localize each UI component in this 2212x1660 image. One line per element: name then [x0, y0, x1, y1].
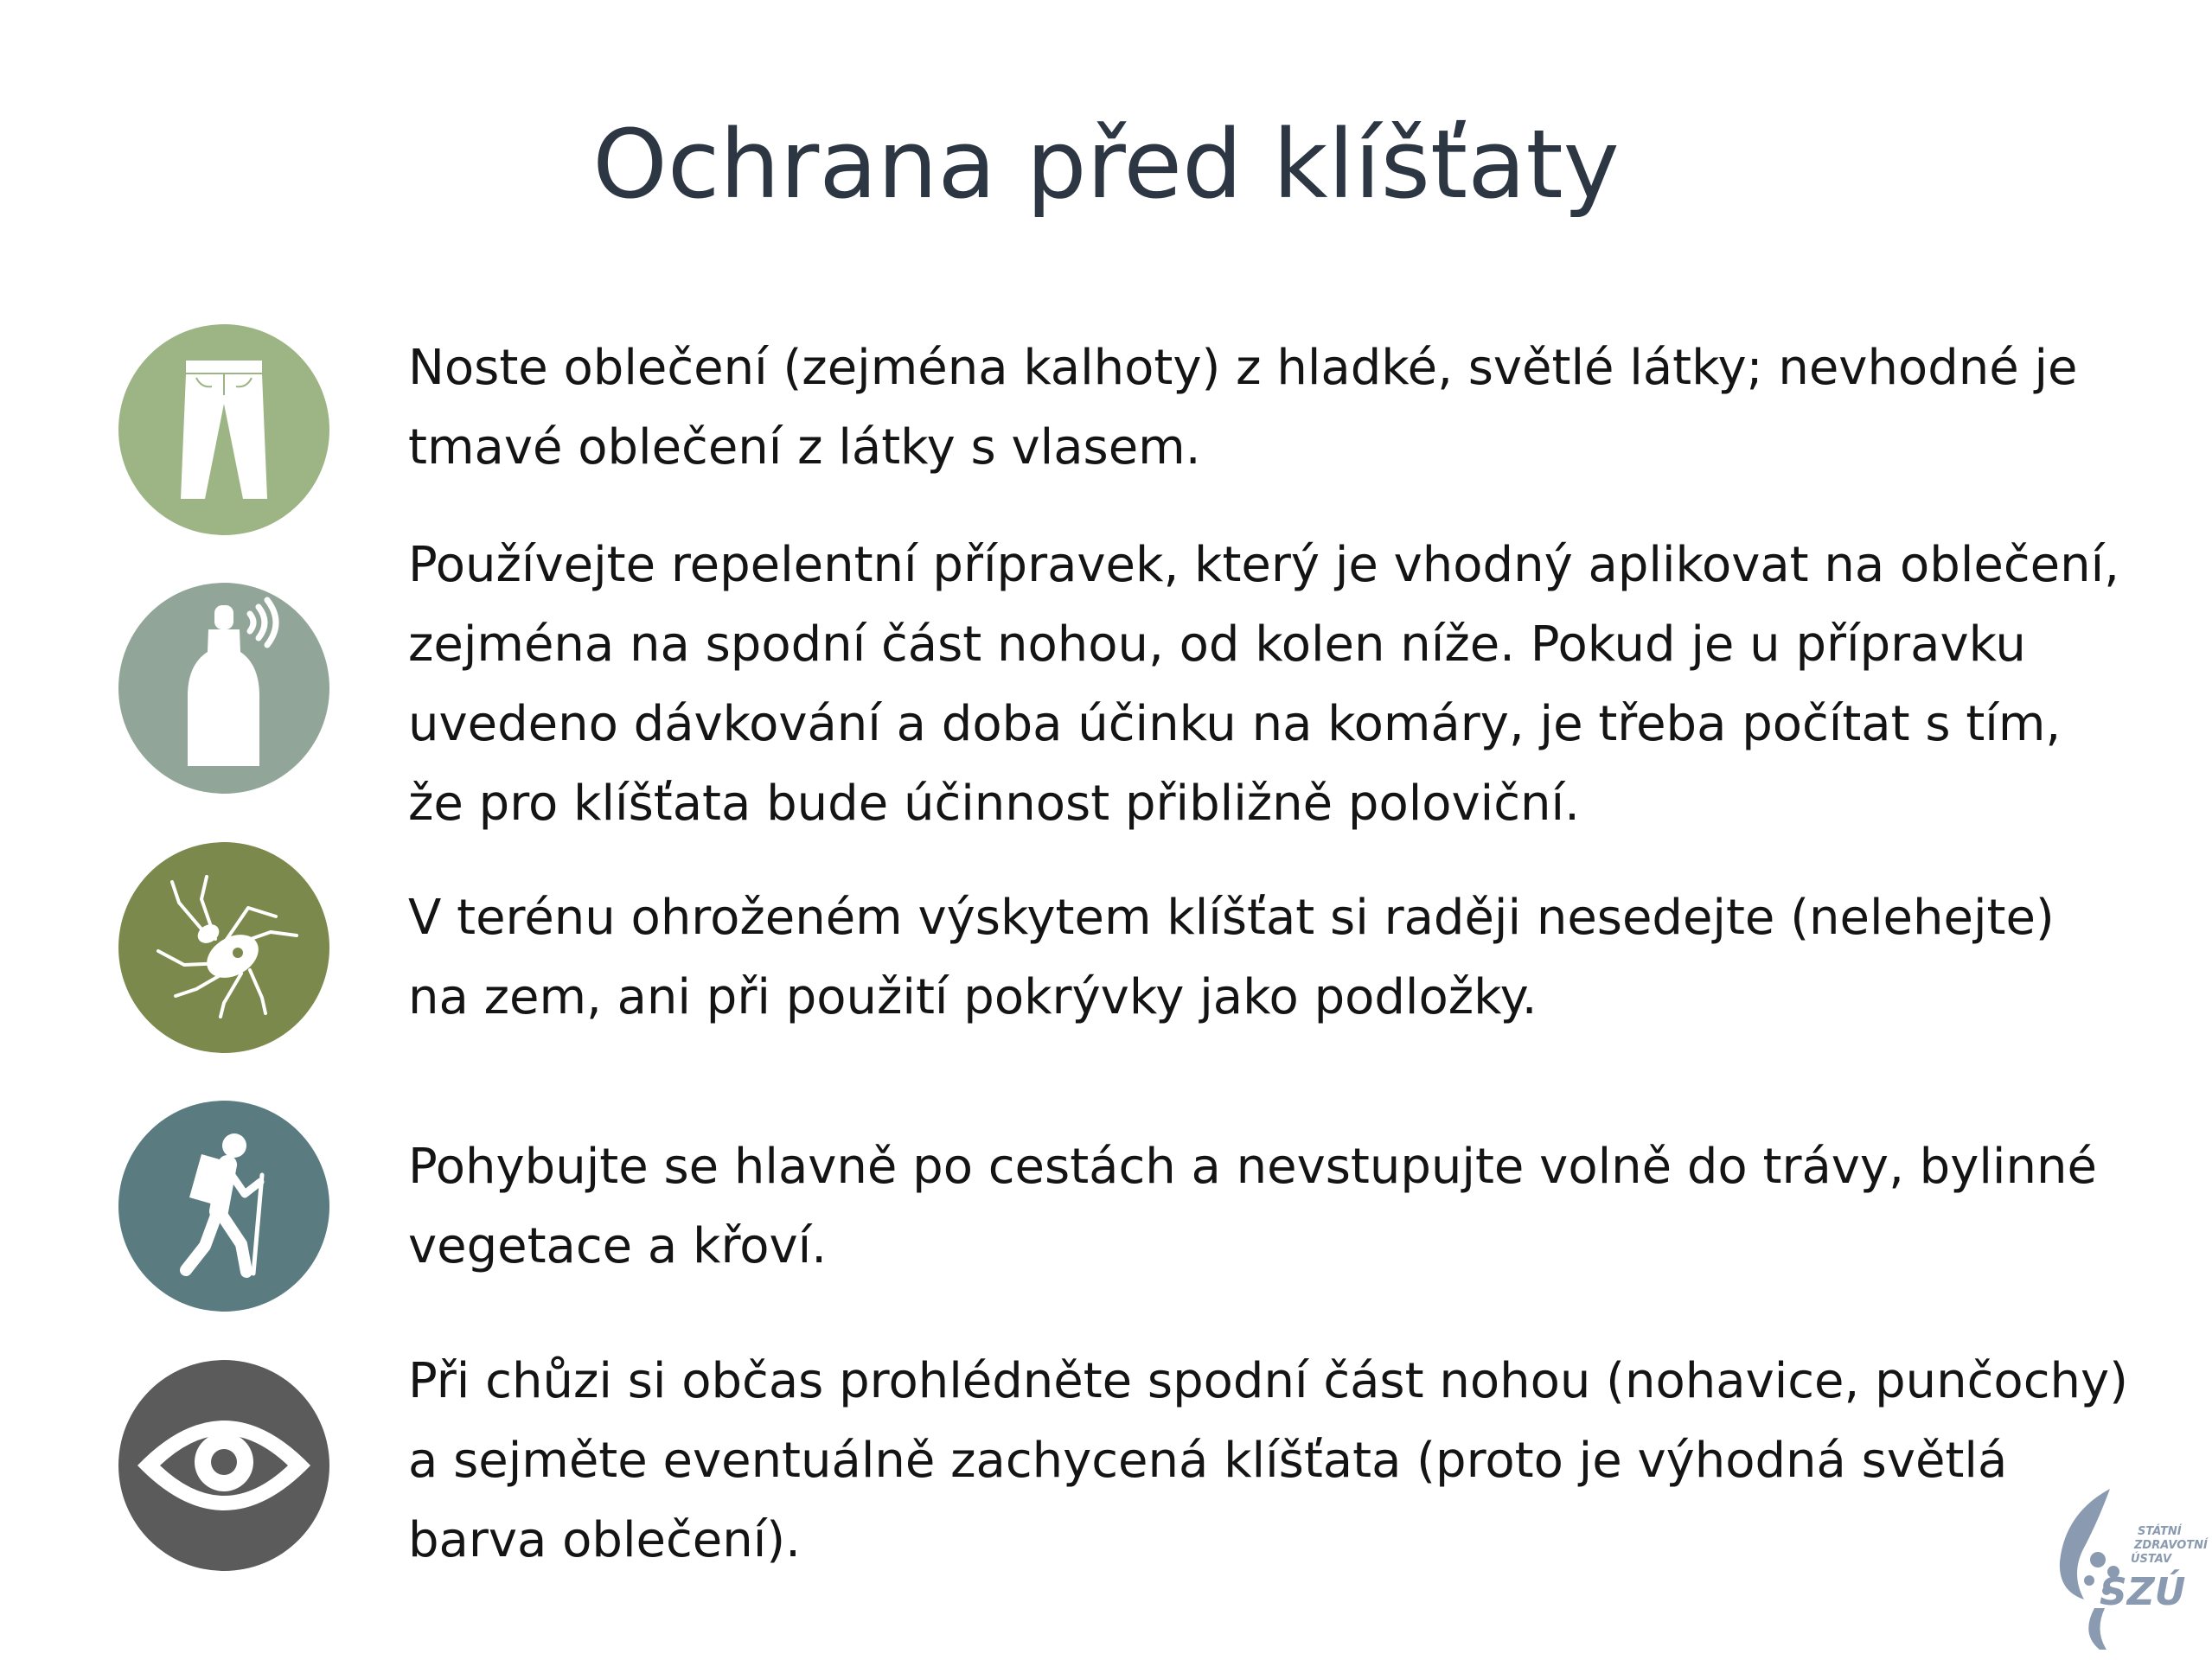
logo-line-2: ZDRAVOTNÍ — [2134, 1539, 2208, 1552]
item-text-terrain: V terénu ohroženém výskytem klíšťat si raději nesedejte (nelehejte) na zem, ani při použití pokrývky jako podložky. — [408, 890, 2055, 1025]
hiker-icon — [118, 1101, 329, 1312]
logo-abbreviation: SZÚ — [2100, 1570, 2186, 1614]
item-text-inspection: Při chůzi si občas prohlédněte spodní část nohou (nohavice, punčochy) a sejměte eventuálně zachycená klíšťata (proto je výhodná světlá barva oblečení). — [408, 1353, 2128, 1568]
eye-icon — [118, 1360, 329, 1571]
logo-line-3: ÚSTAV — [2131, 1553, 2172, 1566]
item-text-clothing: Noste oblečení (zejména kalhoty) z hladké, světlé látky; nevhodné je tmavé oblečení z látky s vlasem. — [408, 340, 2078, 476]
tick-icon — [118, 842, 329, 1053]
pants-icon — [118, 324, 329, 535]
pants-icon-circle — [118, 324, 329, 535]
spray-bottle-icon — [118, 583, 329, 794]
item-text-repellent: Používejte repelentní přípravek, který je vhodný aplikovat na oblečení, zejména na spodní část nohou, od kolen níže. Pokud je u přípravku uvedeno dávkování a doba účinku na komáry, je třeba počítat s tím, že pro klíšťata bude účinnost přibližně poloviční. — [408, 537, 2119, 832]
szu-logo-icon — [2030, 1478, 2212, 1651]
page-title: Ochrana před klíšťaty — [592, 109, 1620, 220]
item-text-paths: Pohybujte se hlavně po cestách a nevstupujte volně do trávy, bylinné vegetace a křoví. — [408, 1139, 2097, 1274]
logo-line-1: STÁTNÍ — [2138, 1525, 2182, 1538]
